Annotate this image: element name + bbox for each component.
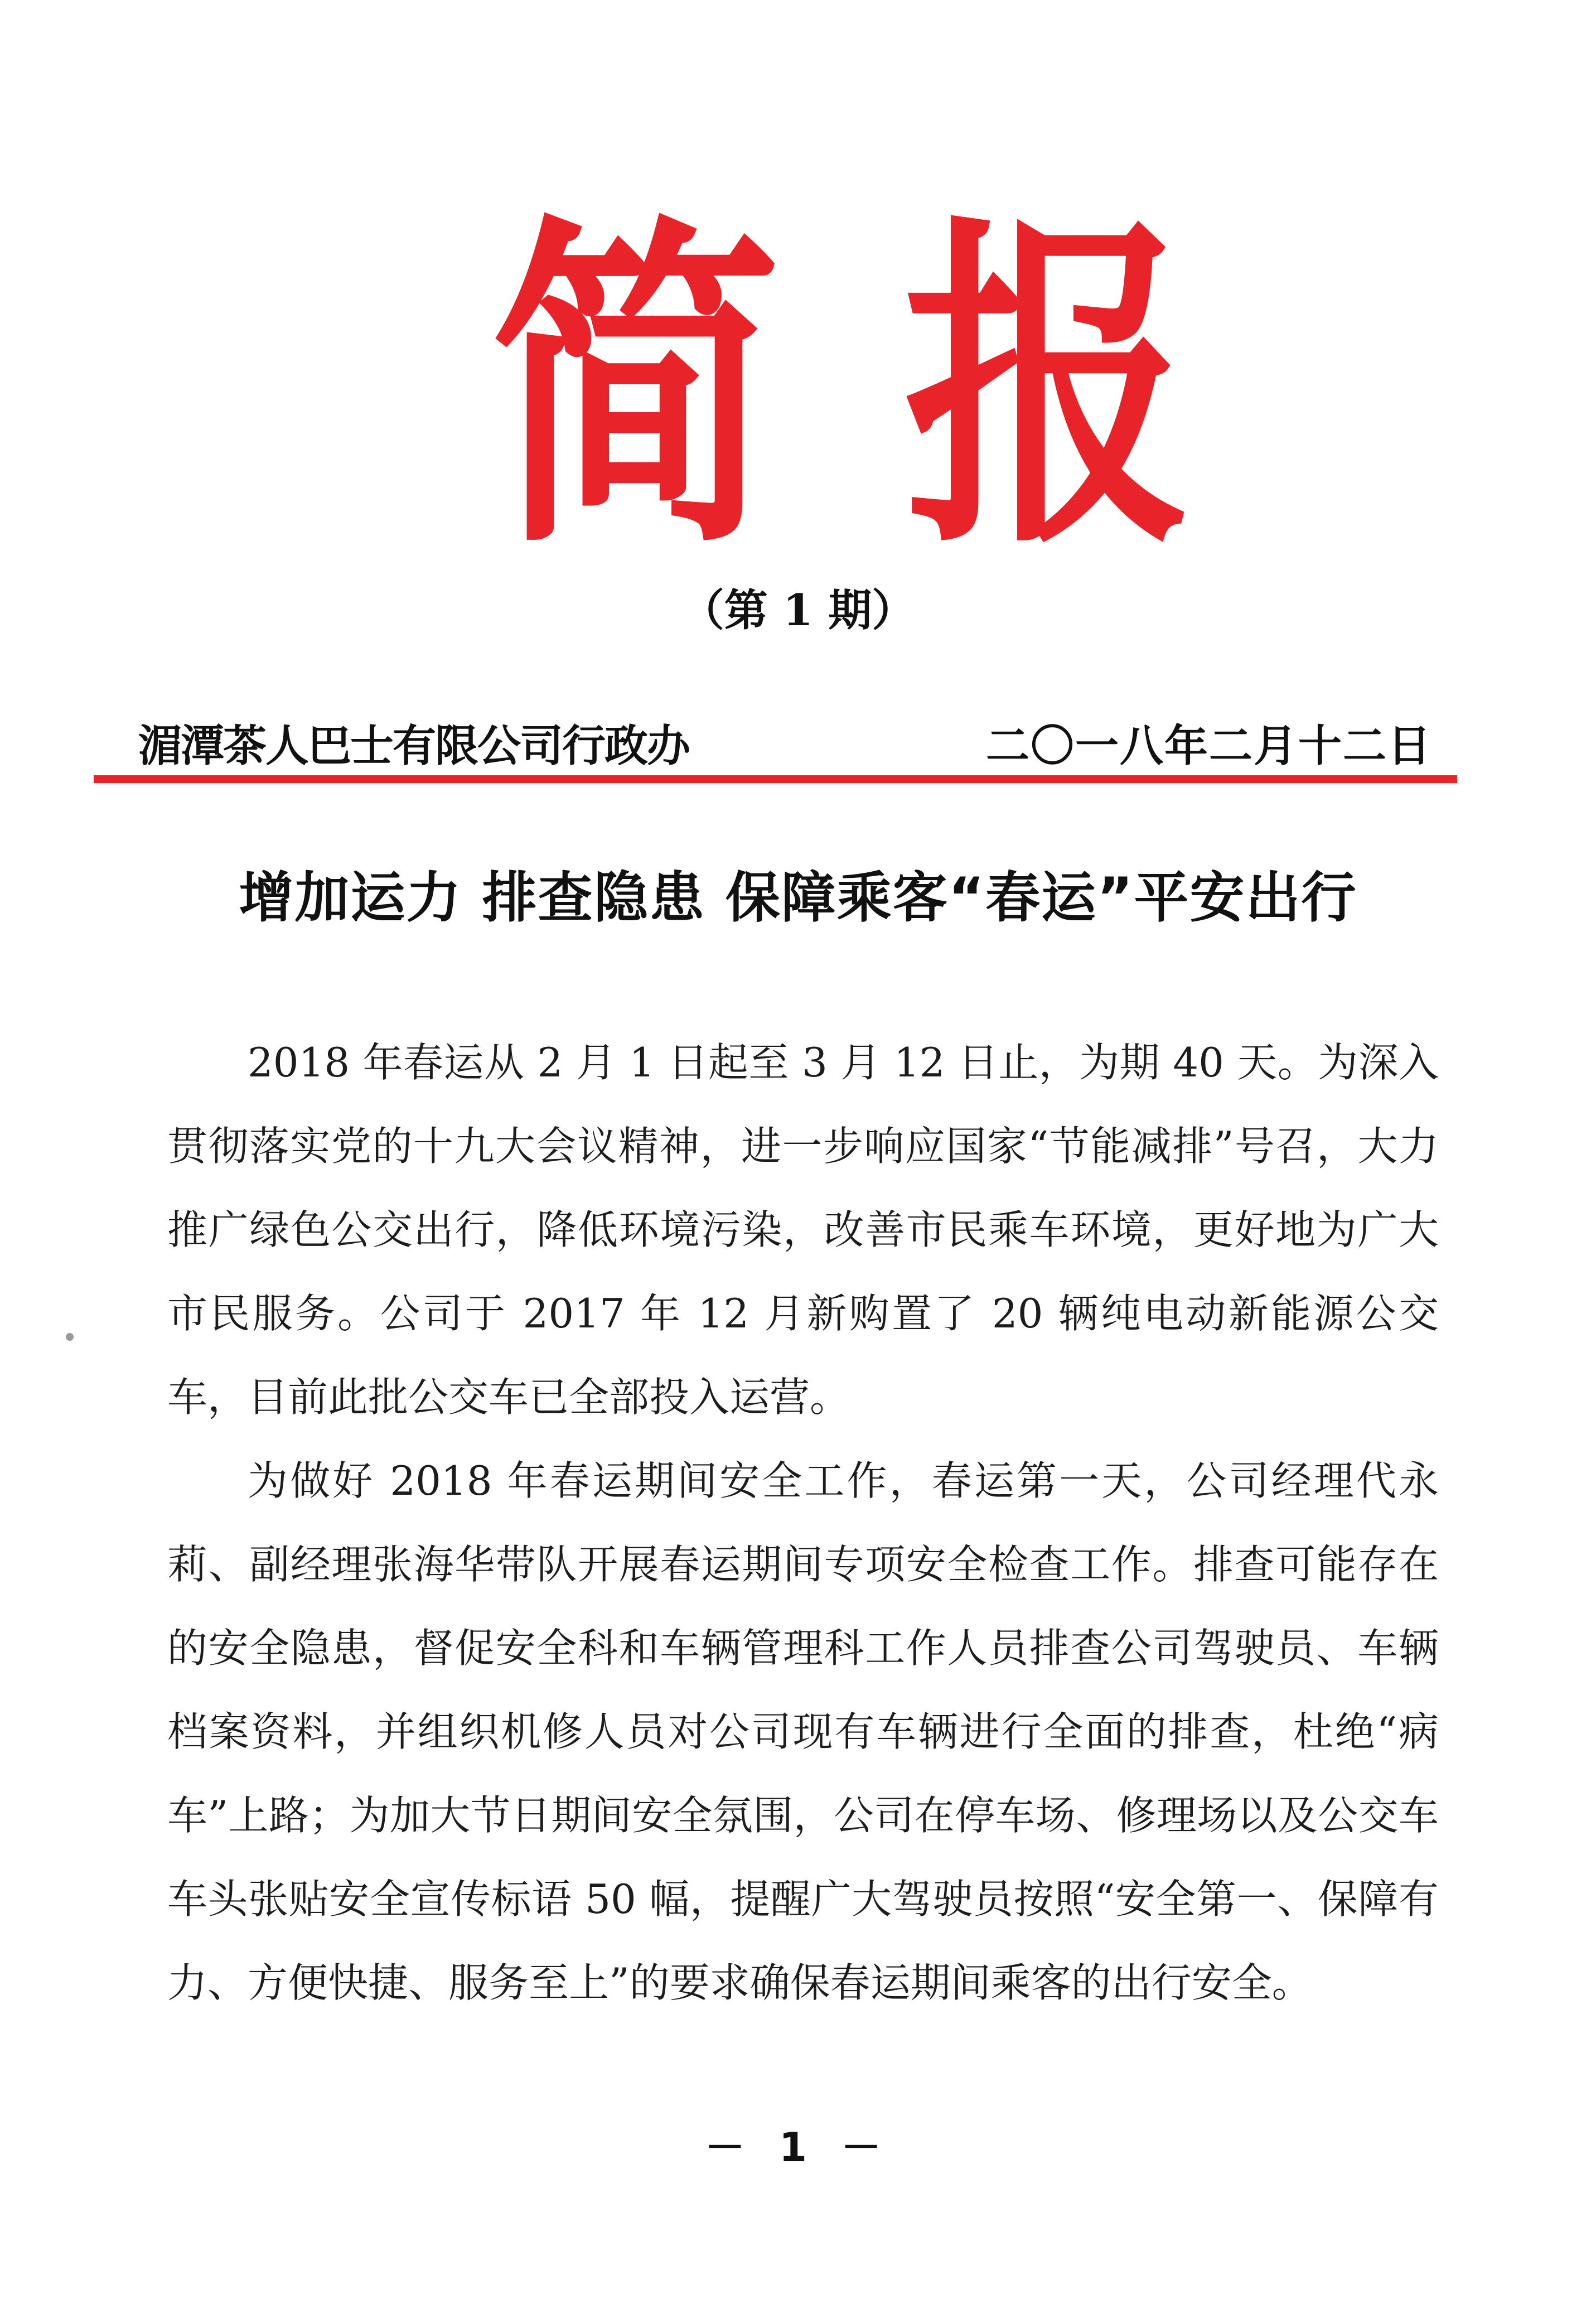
red-divider — [94, 775, 1457, 783]
masthead-char-1: 简 — [491, 186, 781, 589]
paragraph-2: 为做好 2018 年春运期间安全工作，春运第一天，公司经理代永莉、副经理张海华带队开展春运期间专项安全检查工作。排查可能存在的安全隐患，督促安全科和车辆管理科工作人员排查公司驾驶员、车辆档案资料，并组织机修人员对公司现有车辆进行全面的排查，杜绝“病车”上路；为加大节日期间安全氛围，公司在停车场、修理场以及公交车车头张贴安全宣传标语 50 幅，提醒广大驾驶员按照“安全第一、保障有力、方便快捷、服务至上”的要求确保春运期间乘客的出行安全。 — [167, 1457, 1439, 2006]
issue-number: （第 1 期） — [680, 585, 916, 636]
article-headline: 增加运力 排查隐患 保障乘客“春运”平安出行 — [239, 866, 1357, 930]
page-number: － 1 － — [704, 2124, 892, 2171]
issuer-row — [138, 718, 1432, 780]
masthead-char-2: 报 — [903, 186, 1193, 589]
scan-speck — [66, 1333, 74, 1341]
article-body — [167, 1021, 1439, 2025]
paragraph-1: 2018 年春运从 2 月 1 日起至 3 月 12 日止，为期 40 天。为深入贯彻落实党的十九大会议精神，进一步响应国家“节能减排”号召，大力推广绿色公交出行，降低环境污染，改善市民乘车环境，更好地为广大市民服务。公司于 2017 年 12 月新购置了 20 辆纯电动新能源公交车，目前此批公交车已全部投入运营。 — [167, 1039, 1439, 1421]
masthead-title — [0, 184, 1596, 589]
issue-date: 二〇一八年二月十二日 — [985, 721, 1432, 771]
issuer-name: 湄潭茶人巴士有限公司行政办 — [138, 721, 690, 771]
